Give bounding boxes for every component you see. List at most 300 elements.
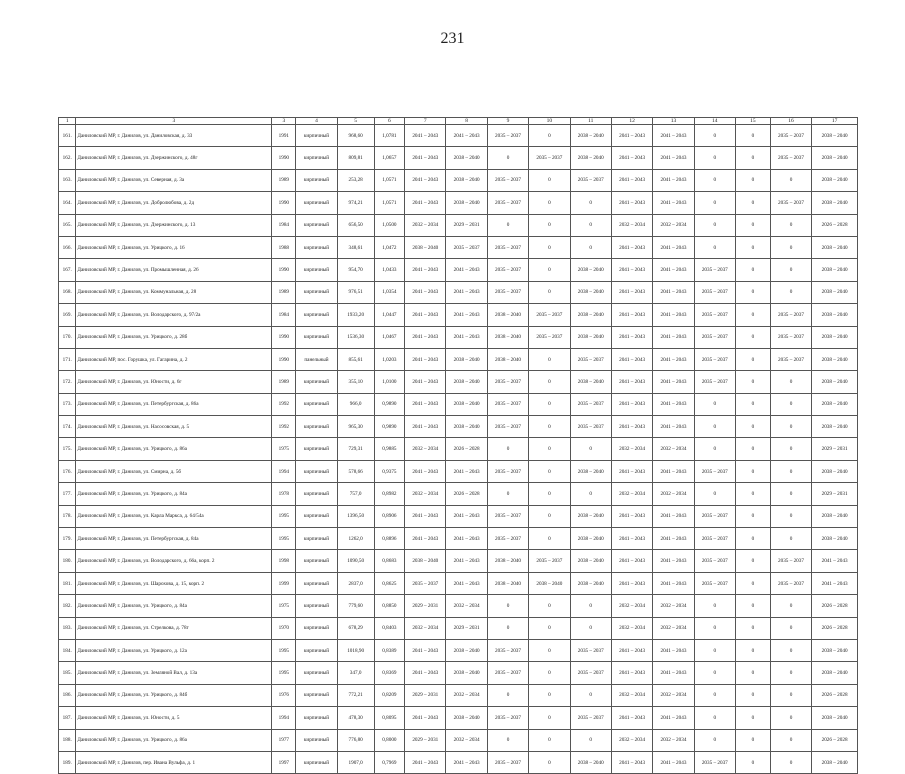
table-cell: 0: [529, 617, 570, 639]
table-cell: 0: [570, 438, 611, 460]
table-cell: 0: [529, 505, 570, 527]
table-cell: 2032 – 2034: [653, 684, 694, 706]
table-row: [59, 326, 858, 348]
table-cell: 2035 – 2037: [570, 348, 611, 370]
table-cell: 170.: [59, 326, 76, 348]
table-cell: 0: [529, 259, 570, 281]
table-cell: 1995: [272, 528, 296, 550]
table-cell: 2041 – 2043: [405, 528, 446, 550]
table-cell: кирпичный: [296, 617, 337, 639]
table-cell: 2035 – 2037: [487, 393, 528, 415]
header-cell: 5: [337, 118, 374, 125]
header-cell: 9: [487, 118, 528, 125]
table-cell: 2035 – 2037: [694, 751, 735, 773]
table-cell: 0: [529, 348, 570, 370]
table-cell: 2041 – 2043: [446, 326, 487, 348]
table-cell: 180.: [59, 550, 76, 572]
table-cell: 0: [570, 483, 611, 505]
table-cell: 2041 – 2043: [405, 639, 446, 661]
table-cell: 0: [735, 505, 770, 527]
table-cell: 0: [770, 505, 811, 527]
table-cell: 2041 – 2043: [405, 326, 446, 348]
table-cell: 2032 – 2034: [446, 595, 487, 617]
table-cell: кирпичный: [296, 371, 337, 393]
table-cell: 1,0354: [374, 281, 404, 303]
table-cell: 1,0100: [374, 371, 404, 393]
table-cell: 2041 – 2043: [611, 125, 652, 147]
table-cell: 2038 – 2040: [812, 192, 858, 214]
table-cell: 2035 – 2037: [487, 460, 528, 482]
table-cell: 2038 – 2040: [812, 662, 858, 684]
table-cell: 0: [487, 684, 528, 706]
table-cell: кирпичный: [296, 281, 337, 303]
table-row: [59, 483, 858, 505]
table-cell: 0: [694, 483, 735, 505]
table-cell: Даниловский МР, г. Данилов, ул. Урицкого, д. 28б: [76, 326, 272, 348]
table-cell: Даниловский МР, г. Данилов, ул. Урицкого, д. 16: [76, 236, 272, 258]
table-cell: 2038 – 2040: [812, 304, 858, 326]
table-cell: 0,8850: [374, 595, 404, 617]
table-cell: Даниловский МР, г. Данилов, ул. Урицкого, д. 86а: [76, 729, 272, 751]
table-cell: 2038 – 2040: [446, 192, 487, 214]
table-cell: 2035 – 2037: [529, 550, 570, 572]
table-cell: 0: [770, 483, 811, 505]
table-cell: 2038 – 2040: [812, 281, 858, 303]
table-cell: 2032 – 2034: [653, 214, 694, 236]
table-row: [59, 147, 858, 169]
table-cell: 2035 – 2037: [487, 707, 528, 729]
table-cell: Даниловский МР, г. Данилов, ул. Петербургская, д. 84а: [76, 528, 272, 550]
table-cell: 2035 – 2037: [770, 147, 811, 169]
table-cell: кирпичный: [296, 460, 337, 482]
table-cell: Даниловский МР, г. Данилов, ул. Юности, д. 5: [76, 707, 272, 729]
table-row: [59, 572, 858, 594]
table-cell: 2041 – 2043: [611, 259, 652, 281]
table-cell: 2041 – 2043: [446, 304, 487, 326]
table-cell: 0: [770, 662, 811, 684]
table-cell: 161.: [59, 125, 76, 147]
table-cell: 2038 – 2040: [446, 662, 487, 684]
table-cell: 2032 – 2034: [653, 729, 694, 751]
table-cell: 2041 – 2043: [653, 125, 694, 147]
table-row: [59, 550, 858, 572]
table-cell: Даниловский МР, г. Данилов, ул. Петербургская, д. 86а: [76, 393, 272, 415]
table-cell: 2035 – 2037: [529, 304, 570, 326]
table-cell: 0: [694, 169, 735, 191]
table-cell: 0: [735, 438, 770, 460]
table-cell: 2041 – 2043: [446, 751, 487, 773]
table-cell: 0,8209: [374, 684, 404, 706]
table-cell: 2041 – 2043: [611, 416, 652, 438]
table-cell: 0: [735, 348, 770, 370]
table-cell: 0: [735, 125, 770, 147]
table-cell: 2038 – 2040: [487, 304, 528, 326]
table-cell: 2041 – 2043: [446, 125, 487, 147]
table-cell: 0: [570, 214, 611, 236]
table-cell: 0,8683: [374, 550, 404, 572]
table-cell: 2029 – 2031: [405, 729, 446, 751]
table-cell: 2041 – 2043: [653, 304, 694, 326]
table-cell: 2038 – 2040: [812, 393, 858, 415]
table-cell: 0: [529, 214, 570, 236]
table-cell: 2038 – 2040: [570, 528, 611, 550]
table-cell: 187.: [59, 707, 76, 729]
table-cell: 184.: [59, 639, 76, 661]
header-cell: 10: [529, 118, 570, 125]
table-cell: 2041 – 2043: [446, 281, 487, 303]
table-cell: 2041 – 2043: [405, 304, 446, 326]
table-cell: 163.: [59, 169, 76, 191]
header-cell: 15: [735, 118, 770, 125]
table-cell: кирпичный: [296, 169, 337, 191]
table-cell: 2032 – 2034: [405, 617, 446, 639]
table-cell: 0: [694, 438, 735, 460]
table-cell: 0,8389: [374, 639, 404, 661]
table-cell: 0: [735, 729, 770, 751]
table-cell: 2038 – 2040: [570, 259, 611, 281]
table-cell: 2041 – 2043: [653, 236, 694, 258]
table-cell: 355,10: [337, 371, 374, 393]
table-cell: 0: [770, 371, 811, 393]
table-cell: 1933,20: [337, 304, 374, 326]
table-cell: Даниловский МР, г. Данилов, ул. Северная, д. 3а: [76, 169, 272, 191]
table-cell: 0: [529, 416, 570, 438]
table-cell: 0: [770, 259, 811, 281]
table-cell: 347,0: [337, 662, 374, 684]
table-cell: 0: [770, 751, 811, 773]
table-cell: 2041 – 2043: [812, 572, 858, 594]
table-cell: 172.: [59, 371, 76, 393]
table-cell: 0,8896: [374, 528, 404, 550]
table-cell: 2038 – 2040: [570, 550, 611, 572]
table-cell: 2035 – 2037: [487, 662, 528, 684]
table-cell: 2035 – 2037: [770, 550, 811, 572]
table-cell: 0: [529, 460, 570, 482]
table-cell: 578,66: [337, 460, 374, 482]
table-cell: 2032 – 2034: [653, 483, 694, 505]
table-cell: кирпичный: [296, 214, 337, 236]
table-row: [59, 348, 858, 370]
table-cell: Даниловский МР, г. Данилов, ул. Урицкого, д. 84а: [76, 595, 272, 617]
table-cell: 1,0433: [374, 259, 404, 281]
table-cell: Даниловский МР, г. Данилов, ул. Стрелкова, д. 78г: [76, 617, 272, 639]
table-cell: 1978: [272, 483, 296, 505]
table-cell: 0: [735, 684, 770, 706]
table-cell: 0: [694, 662, 735, 684]
table-cell: 2041 – 2043: [653, 326, 694, 348]
table-cell: 0,8369: [374, 662, 404, 684]
table-cell: 1998: [272, 550, 296, 572]
table-cell: 2038 – 2040: [812, 125, 858, 147]
table-cell: 2041 – 2043: [405, 169, 446, 191]
table-cell: 2041 – 2043: [653, 147, 694, 169]
table-cell: 0: [529, 169, 570, 191]
table-cell: 0: [735, 169, 770, 191]
table-cell: 2035 – 2037: [529, 326, 570, 348]
table-cell: 0: [770, 438, 811, 460]
table-cell: 2035 – 2037: [694, 304, 735, 326]
table-cell: 0: [487, 483, 528, 505]
table-cell: 2035 – 2037: [487, 169, 528, 191]
table-cell: 2038 – 2040: [812, 460, 858, 482]
table-cell: 2032 – 2034: [653, 438, 694, 460]
table-cell: 2038 – 2040: [446, 416, 487, 438]
table-cell: 2038 – 2040: [446, 371, 487, 393]
table-cell: 0: [770, 729, 811, 751]
table-cell: 2041 – 2043: [446, 259, 487, 281]
table-cell: 2035 – 2037: [529, 147, 570, 169]
table-cell: 1,0571: [374, 192, 404, 214]
table-cell: 2041 – 2043: [405, 192, 446, 214]
table-cell: 0: [570, 684, 611, 706]
table-cell: 2041 – 2043: [405, 348, 446, 370]
table-cell: 2041 – 2043: [611, 304, 652, 326]
table-cell: 171.: [59, 348, 76, 370]
table-cell: 2032 – 2034: [611, 483, 652, 505]
table-cell: 0: [735, 281, 770, 303]
table-cell: 2041 – 2043: [611, 707, 652, 729]
table-cell: 2038 – 2040: [446, 639, 487, 661]
table-cell: 2041 – 2043: [611, 236, 652, 258]
table-cell: 188.: [59, 729, 76, 751]
table-cell: 2041 – 2043: [611, 169, 652, 191]
table-cell: 1997: [272, 751, 296, 773]
table-cell: 2041 – 2043: [653, 416, 694, 438]
table-cell: Даниловский МР, г. Данилов, ул. Смирна, д. 5б: [76, 460, 272, 482]
table-row: [59, 639, 858, 661]
table-cell: 0: [770, 639, 811, 661]
table-cell: кирпичный: [296, 707, 337, 729]
table-cell: 1975: [272, 438, 296, 460]
table-cell: 2035 – 2037: [487, 281, 528, 303]
table-row: [59, 371, 858, 393]
table-cell: 0: [529, 236, 570, 258]
table-cell: 2038 – 2040: [570, 751, 611, 773]
table-cell: 2041 – 2043: [611, 393, 652, 415]
table-cell: 2038 – 2040: [812, 236, 858, 258]
table-cell: Даниловский МР, пос. Горушка, ул. Гагарина, д. 2: [76, 348, 272, 370]
table-cell: 182.: [59, 595, 76, 617]
table-cell: 0: [570, 617, 611, 639]
table-cell: 1990: [272, 192, 296, 214]
header-cell: 3: [272, 118, 296, 125]
table-cell: 174.: [59, 416, 76, 438]
table-row: [59, 236, 858, 258]
table-cell: 2035 – 2037: [694, 371, 735, 393]
table-cell: 2041 – 2043: [405, 393, 446, 415]
table-cell: 1018,90: [337, 639, 374, 661]
table-cell: 2038 – 2040: [570, 125, 611, 147]
table-cell: 2041 – 2043: [405, 751, 446, 773]
table-cell: 2035 – 2037: [770, 326, 811, 348]
table-cell: 1989: [272, 371, 296, 393]
table-cell: 0: [735, 460, 770, 482]
table-cell: 2038 – 2040: [487, 550, 528, 572]
table-cell: 2035 – 2037: [694, 259, 735, 281]
table-cell: 965,30: [337, 416, 374, 438]
table-cell: 0: [770, 684, 811, 706]
table-cell: 2038 – 2040: [446, 707, 487, 729]
table-cell: 178.: [59, 505, 76, 527]
table-cell: 0: [529, 729, 570, 751]
table-cell: 2035 – 2037: [694, 505, 735, 527]
table-cell: 2035 – 2037: [487, 416, 528, 438]
table-cell: 2038 – 2040: [570, 326, 611, 348]
table-cell: 1,0571: [374, 169, 404, 191]
table-cell: 2041 – 2043: [611, 751, 652, 773]
table-cell: 2041 – 2043: [653, 192, 694, 214]
table-cell: 2041 – 2043: [611, 460, 652, 482]
table-cell: 0: [694, 147, 735, 169]
table-cell: кирпичный: [296, 304, 337, 326]
header-cell: 11: [570, 118, 611, 125]
table-cell: 167.: [59, 259, 76, 281]
table-cell: 0: [770, 393, 811, 415]
table-cell: 2035 – 2037: [694, 460, 735, 482]
housing-table: [58, 117, 858, 774]
table-cell: 0,8000: [374, 729, 404, 751]
table-cell: 2041 – 2043: [611, 662, 652, 684]
table-cell: кирпичный: [296, 550, 337, 572]
table-cell: 0,9885: [374, 438, 404, 460]
table-cell: 0: [770, 214, 811, 236]
table-cell: Даниловский МР, г. Данилов, ул. Земляной Вал, д. 13а: [76, 662, 272, 684]
table-row: [59, 192, 858, 214]
table-cell: 2035 – 2037: [694, 348, 735, 370]
table-cell: 729,31: [337, 438, 374, 460]
table-cell: 2041 – 2043: [446, 572, 487, 594]
table-cell: 0: [529, 707, 570, 729]
table-cell: 0: [735, 550, 770, 572]
table-cell: 0: [735, 371, 770, 393]
table-cell: 2032 – 2034: [653, 595, 694, 617]
table-cell: 2041 – 2043: [653, 281, 694, 303]
table-cell: 2041 – 2043: [653, 371, 694, 393]
table-cell: 0: [735, 326, 770, 348]
table-cell: 0: [529, 595, 570, 617]
table-cell: 2041 – 2043: [653, 639, 694, 661]
table-cell: 2032 – 2034: [611, 617, 652, 639]
table-cell: 0: [770, 707, 811, 729]
table-cell: 2032 – 2034: [405, 214, 446, 236]
table-cell: 678,29: [337, 617, 374, 639]
table-cell: 772,21: [337, 684, 374, 706]
table-cell: 2035 – 2037: [694, 281, 735, 303]
table-cell: 2035 – 2037: [446, 236, 487, 258]
table-cell: 2041 – 2043: [611, 281, 652, 303]
table-cell: 175.: [59, 438, 76, 460]
table-cell: 2038 – 2040: [405, 236, 446, 258]
table-cell: 2041 – 2043: [446, 528, 487, 550]
table-cell: 0: [770, 617, 811, 639]
table-cell: 2035 – 2037: [487, 751, 528, 773]
table-cell: 2035 – 2037: [570, 662, 611, 684]
table-cell: 2038 – 2040: [405, 550, 446, 572]
table-cell: 2035 – 2037: [770, 125, 811, 147]
table-cell: 2038 – 2040: [570, 572, 611, 594]
table-cell: 0,9890: [374, 393, 404, 415]
table-cell: 0: [694, 214, 735, 236]
table-cell: кирпичный: [296, 125, 337, 147]
table-cell: 2041 – 2043: [653, 505, 694, 527]
table-cell: 0: [770, 595, 811, 617]
table-cell: 2038 – 2040: [529, 572, 570, 594]
table-cell: 165.: [59, 214, 76, 236]
table-cell: 0: [770, 528, 811, 550]
table-cell: 2041 – 2043: [405, 707, 446, 729]
header-cell: 13: [653, 118, 694, 125]
table-cell: 0: [529, 528, 570, 550]
table-cell: 1992: [272, 416, 296, 438]
table-cell: 253,28: [337, 169, 374, 191]
table-cell: 2041 – 2043: [446, 505, 487, 527]
table-cell: 0,7969: [374, 751, 404, 773]
table-row: [59, 460, 858, 482]
table-cell: 2041 – 2043: [611, 192, 652, 214]
table-cell: 0: [529, 371, 570, 393]
table-cell: 0: [694, 684, 735, 706]
table-cell: 2038 – 2040: [812, 326, 858, 348]
table-cell: 954,70: [337, 259, 374, 281]
table-cell: 2038 – 2040: [570, 505, 611, 527]
table-cell: 2041 – 2043: [611, 348, 652, 370]
table-cell: 2041 – 2043: [611, 572, 652, 594]
table-cell: Даниловский МР, г. Данилов, пер. Ивана Вульфа, д. 1: [76, 751, 272, 773]
table-cell: кирпичный: [296, 662, 337, 684]
table-cell: 2041 – 2043: [812, 550, 858, 572]
table-cell: 0: [735, 416, 770, 438]
table-cell: 809,81: [337, 147, 374, 169]
table-cell: 0: [694, 393, 735, 415]
header-cell: 16: [770, 118, 811, 125]
table-cell: 0: [735, 393, 770, 415]
table-cell: 2035 – 2037: [694, 572, 735, 594]
table-cell: 779,60: [337, 595, 374, 617]
table-row: [59, 617, 858, 639]
table-cell: 2041 – 2043: [405, 281, 446, 303]
table-cell: 0: [735, 751, 770, 773]
table-cell: 2032 – 2034: [611, 595, 652, 617]
table-cell: 2035 – 2037: [570, 639, 611, 661]
table-row: [59, 729, 858, 751]
table-cell: кирпичный: [296, 393, 337, 415]
table-cell: 2041 – 2043: [405, 259, 446, 281]
table-cell: 2041 – 2043: [653, 259, 694, 281]
table-row: [59, 438, 858, 460]
table-cell: 2038 – 2040: [812, 259, 858, 281]
table-cell: 1,0657: [374, 147, 404, 169]
table-row: [59, 528, 858, 550]
table-cell: 2035 – 2037: [487, 236, 528, 258]
table-cell: кирпичный: [296, 483, 337, 505]
table-cell: 0: [735, 304, 770, 326]
table-cell: 2038 – 2040: [487, 348, 528, 370]
table-cell: 1977: [272, 729, 296, 751]
table-cell: 2032 – 2034: [611, 729, 652, 751]
table-cell: 0: [735, 639, 770, 661]
table-cell: 478,30: [337, 707, 374, 729]
table-cell: 2038 – 2040: [812, 639, 858, 661]
table-cell: 0: [770, 169, 811, 191]
table-cell: кирпичный: [296, 192, 337, 214]
table-cell: Даниловский МР, г. Данилов, ул. Шарохова, д. 15, корп. 2: [76, 572, 272, 594]
table-cell: 2041 – 2043: [405, 125, 446, 147]
table-row: [59, 684, 858, 706]
table-cell: 1990: [272, 348, 296, 370]
table-cell: 169.: [59, 304, 76, 326]
table-cell: 1,0203: [374, 348, 404, 370]
table-cell: 2041 – 2043: [405, 147, 446, 169]
